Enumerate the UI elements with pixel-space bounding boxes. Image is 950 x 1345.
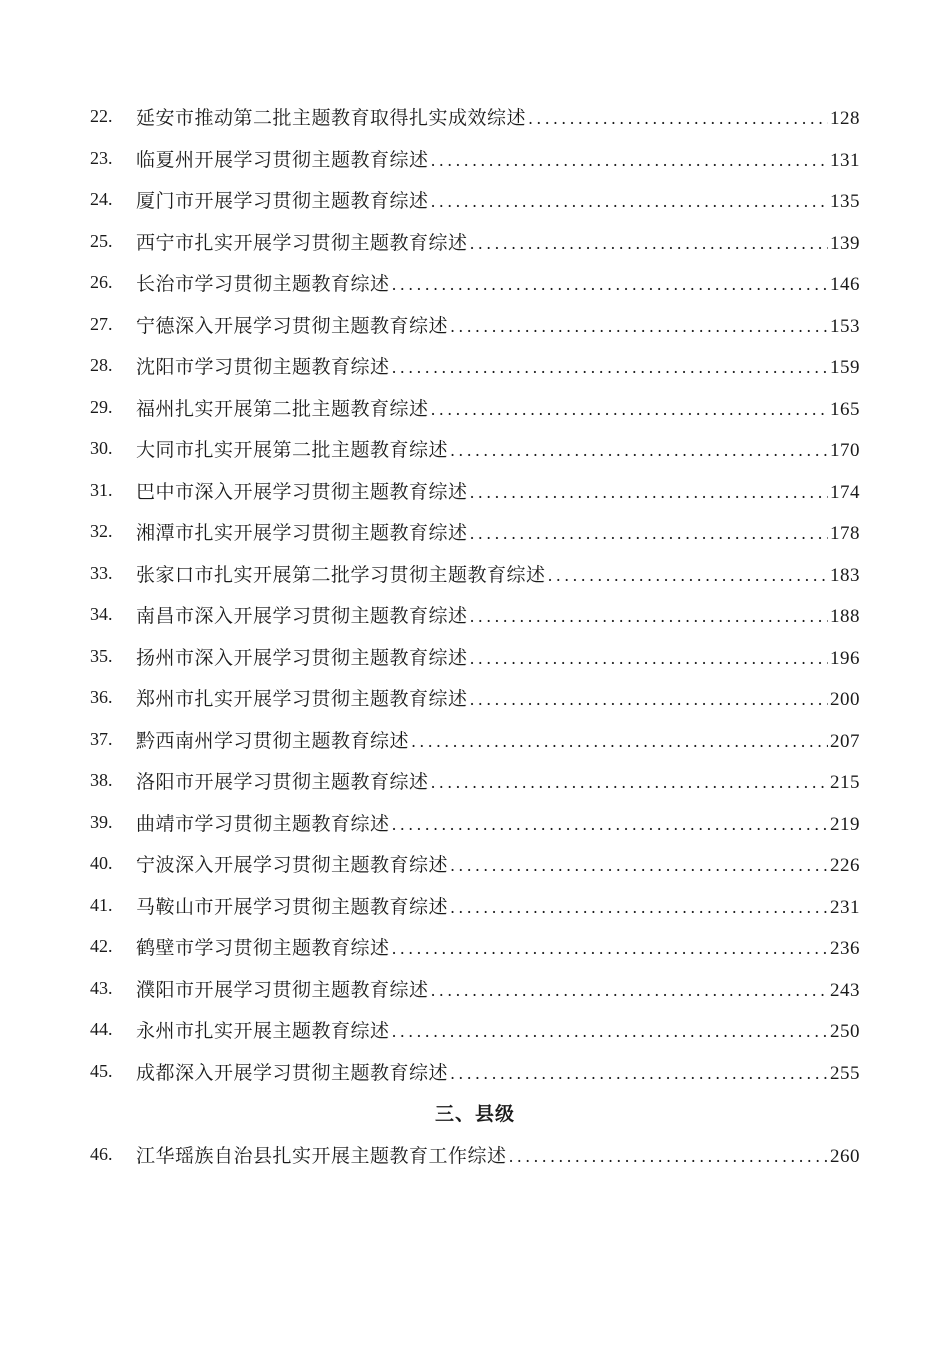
toc-entry-page-number: 178 [830, 523, 860, 545]
toc-entry-line [136, 145, 860, 172]
toc-dot-leader [509, 1147, 828, 1166]
toc-entry[interactable] [0, 138, 950, 180]
toc-entry-title: 湘潭市扎实开展学习贯彻主题教育综述 [136, 522, 468, 545]
toc-entry[interactable] [0, 968, 950, 1010]
toc-entry-page-number: 260 [830, 1145, 860, 1167]
toc-entry-number: 37. [90, 728, 113, 749]
toc-entry[interactable] [0, 387, 950, 429]
toc-entry-page-number: 183 [830, 564, 860, 586]
toc-entry-line [136, 518, 860, 545]
toc-entry-page-number: 231 [830, 896, 860, 918]
toc-entry[interactable] [0, 428, 950, 470]
toc-dot-leader [470, 690, 828, 709]
toc-dot-leader [450, 1064, 828, 1083]
toc-entry[interactable] [0, 179, 950, 221]
toc-entry-title: 黔西南州学习贯彻主题教育综述 [136, 729, 410, 752]
toc-entry-page-number: 153 [830, 315, 860, 337]
table-of-contents [0, 96, 950, 1175]
toc-entry[interactable] [0, 553, 950, 595]
toc-entry-title: 沈阳市学习贯彻主题教育综述 [136, 356, 390, 379]
toc-entry-title: 濮阳市开展学习贯彻主题教育综述 [136, 978, 429, 1001]
toc-entry-number: 30. [90, 438, 113, 459]
toc-dot-leader [431, 151, 828, 170]
toc-entry-page-number: 250 [830, 1021, 860, 1043]
toc-entry-line [136, 1141, 860, 1168]
toc-dot-leader [450, 898, 828, 917]
toc-entry-title: 宁波深入开展学习贯彻主题教育综述 [136, 854, 449, 877]
toc-entry-line [136, 850, 860, 877]
section-heading-county-level: 三、县级 [434, 1103, 515, 1126]
toc-entry[interactable] [0, 345, 950, 387]
toc-entry-title: 永州市扎实开展主题教育综述 [136, 1020, 390, 1043]
toc-dot-leader [411, 732, 828, 751]
toc-entry-page-number: 174 [830, 481, 860, 503]
toc-entry-number: 28. [90, 355, 113, 376]
toc-dot-leader [450, 317, 828, 336]
toc-dot-leader [392, 1022, 828, 1041]
toc-dot-leader [392, 939, 828, 958]
toc-dot-leader [431, 192, 828, 211]
toc-entry-line [136, 352, 860, 379]
toc-entry[interactable] [0, 262, 950, 304]
toc-dot-leader [392, 815, 828, 834]
toc-entry-page-number: 243 [830, 979, 860, 1001]
toc-entry-page-number: 165 [830, 398, 860, 420]
toc-entry-page-number: 139 [830, 232, 860, 254]
toc-entry-page-number: 146 [830, 274, 860, 296]
toc-entry[interactable] [0, 926, 950, 968]
toc-entry-line [136, 601, 860, 628]
toc-entry-title: 福州扎实开展第二批主题教育综述 [136, 397, 429, 420]
toc-entry-page-number: 207 [830, 730, 860, 752]
toc-entry-line [136, 477, 860, 504]
toc-entry-line [136, 394, 860, 421]
toc-entry-line [136, 435, 860, 462]
toc-entry-page-number: 236 [830, 938, 860, 960]
toc-entry-number: 25. [90, 230, 113, 251]
toc-list-county-level [0, 1134, 950, 1176]
toc-list-city-level [0, 96, 950, 1092]
toc-entry-title: 张家口市扎实开展第二批学习贯彻主题教育综述 [136, 563, 546, 586]
toc-entry[interactable] [0, 1051, 950, 1093]
toc-entry-title: 巴中市深入开展学习贯彻主题教育综述 [136, 480, 468, 503]
toc-entry-number: 31. [90, 479, 113, 500]
toc-entry-number: 24. [90, 189, 113, 210]
toc-entry-line [136, 809, 860, 836]
toc-dot-leader [450, 441, 828, 460]
toc-entry[interactable] [0, 636, 950, 678]
toc-entry-title: 南昌市深入开展学习贯彻主题教育综述 [136, 605, 468, 628]
toc-entry[interactable] [0, 719, 950, 761]
toc-entry-line [136, 933, 860, 960]
toc-entry-title: 曲靖市学习贯彻主题教育综述 [136, 812, 390, 835]
toc-dot-leader [450, 856, 828, 875]
toc-entry-page-number: 219 [830, 813, 860, 835]
toc-entry-number: 46. [90, 1143, 113, 1164]
toc-entry[interactable] [0, 511, 950, 553]
toc-entry-title: 延安市推动第二批主题教育取得扎实成效综述 [136, 107, 527, 130]
toc-dot-leader [431, 400, 828, 419]
toc-entry-title: 鹤壁市学习贯彻主题教育综述 [136, 937, 390, 960]
toc-dot-leader [470, 524, 828, 543]
toc-entry-title: 成都深入开展学习贯彻主题教育综述 [136, 1061, 449, 1084]
toc-entry-number: 44. [90, 1019, 113, 1040]
toc-entry-page-number: 200 [830, 689, 860, 711]
toc-entry-number: 29. [90, 396, 113, 417]
toc-entry-page-number: 255 [830, 1062, 860, 1084]
toc-entry-page-number: 196 [830, 647, 860, 669]
toc-entry-number: 33. [90, 562, 113, 583]
toc-entry-line [136, 892, 860, 919]
toc-entry[interactable] [0, 843, 950, 885]
toc-entry[interactable] [0, 802, 950, 844]
toc-entry-page-number: 135 [830, 191, 860, 213]
toc-dot-leader [548, 566, 828, 585]
toc-entry-line [136, 643, 860, 670]
toc-entry-line [136, 767, 860, 794]
toc-entry-number: 36. [90, 687, 113, 708]
toc-entry-page-number: 128 [830, 108, 860, 130]
toc-entry-number: 23. [90, 147, 113, 168]
toc-entry-number: 27. [90, 313, 113, 334]
toc-entry-number: 41. [90, 894, 113, 915]
toc-entry[interactable] [0, 677, 950, 719]
toc-entry-number: 40. [90, 853, 113, 874]
toc-entry-page-number: 188 [830, 606, 860, 628]
toc-entry-page-number: 131 [830, 149, 860, 171]
toc-entry-line [136, 103, 860, 130]
toc-entry-title: 临夏州开展学习贯彻主题教育综述 [136, 148, 429, 171]
toc-entry[interactable] [0, 304, 950, 346]
toc-entry[interactable] [0, 470, 950, 512]
toc-entry-title: 郑州市扎实开展学习贯彻主题教育综述 [136, 688, 468, 711]
toc-dot-leader [470, 649, 828, 668]
toc-entry-title: 长治市学习贯彻主题教育综述 [136, 273, 390, 296]
toc-dot-leader [470, 607, 828, 626]
toc-entry-title: 西宁市扎实开展学习贯彻主题教育综述 [136, 231, 468, 254]
toc-entry[interactable] [0, 885, 950, 927]
toc-dot-leader [470, 234, 828, 253]
toc-entry-line [136, 975, 860, 1002]
toc-dot-leader [431, 981, 828, 1000]
toc-dot-leader [528, 109, 828, 128]
toc-entry-line [136, 311, 860, 338]
toc-entry-title: 马鞍山市开展学习贯彻主题教育综述 [136, 895, 449, 918]
toc-entry[interactable] [0, 96, 950, 138]
toc-entry-number: 26. [90, 272, 113, 293]
toc-entry-title: 江华瑶族自治县扎实开展主题教育工作综述 [136, 1144, 507, 1167]
toc-entry-page-number: 226 [830, 855, 860, 877]
toc-entry[interactable] [0, 1134, 950, 1176]
toc-entry-number: 43. [90, 977, 113, 998]
toc-entry-number: 22. [90, 106, 113, 127]
toc-entry-number: 38. [90, 770, 113, 791]
toc-entry-line [136, 1016, 860, 1043]
toc-entry-line [136, 269, 860, 296]
toc-entry-title: 厦门市开展学习贯彻主题教育综述 [136, 190, 429, 213]
toc-entry-line [136, 228, 860, 255]
toc-dot-leader [392, 358, 828, 377]
toc-entry-page-number: 159 [830, 357, 860, 379]
toc-entry-number: 35. [90, 645, 113, 666]
toc-dot-leader [392, 275, 828, 294]
toc-entry-title: 宁德深入开展学习贯彻主题教育综述 [136, 314, 449, 337]
toc-dot-leader [470, 483, 828, 502]
toc-entry[interactable] [0, 760, 950, 802]
toc-entry[interactable] [0, 221, 950, 263]
toc-entry-number: 34. [90, 604, 113, 625]
toc-entry-number: 45. [90, 1060, 113, 1081]
toc-entry-number: 39. [90, 811, 113, 832]
toc-entry[interactable] [0, 1009, 950, 1051]
toc-entry-number: 42. [90, 936, 113, 957]
toc-entry-line [136, 1058, 860, 1085]
toc-entry-page-number: 215 [830, 772, 860, 794]
toc-entry-title: 大同市扎实开展第二批主题教育综述 [136, 439, 449, 462]
toc-entry-title: 洛阳市开展学习贯彻主题教育综述 [136, 771, 429, 794]
toc-entry-number: 32. [90, 521, 113, 542]
toc-entry-line [136, 560, 860, 587]
toc-entry-line [136, 726, 860, 753]
toc-entry-title: 扬州市深入开展学习贯彻主题教育综述 [136, 646, 468, 669]
toc-entry-line [136, 186, 860, 213]
toc-entry[interactable] [0, 594, 950, 636]
toc-dot-leader [431, 773, 828, 792]
toc-entry-line [136, 684, 860, 711]
toc-entry-page-number: 170 [830, 440, 860, 462]
